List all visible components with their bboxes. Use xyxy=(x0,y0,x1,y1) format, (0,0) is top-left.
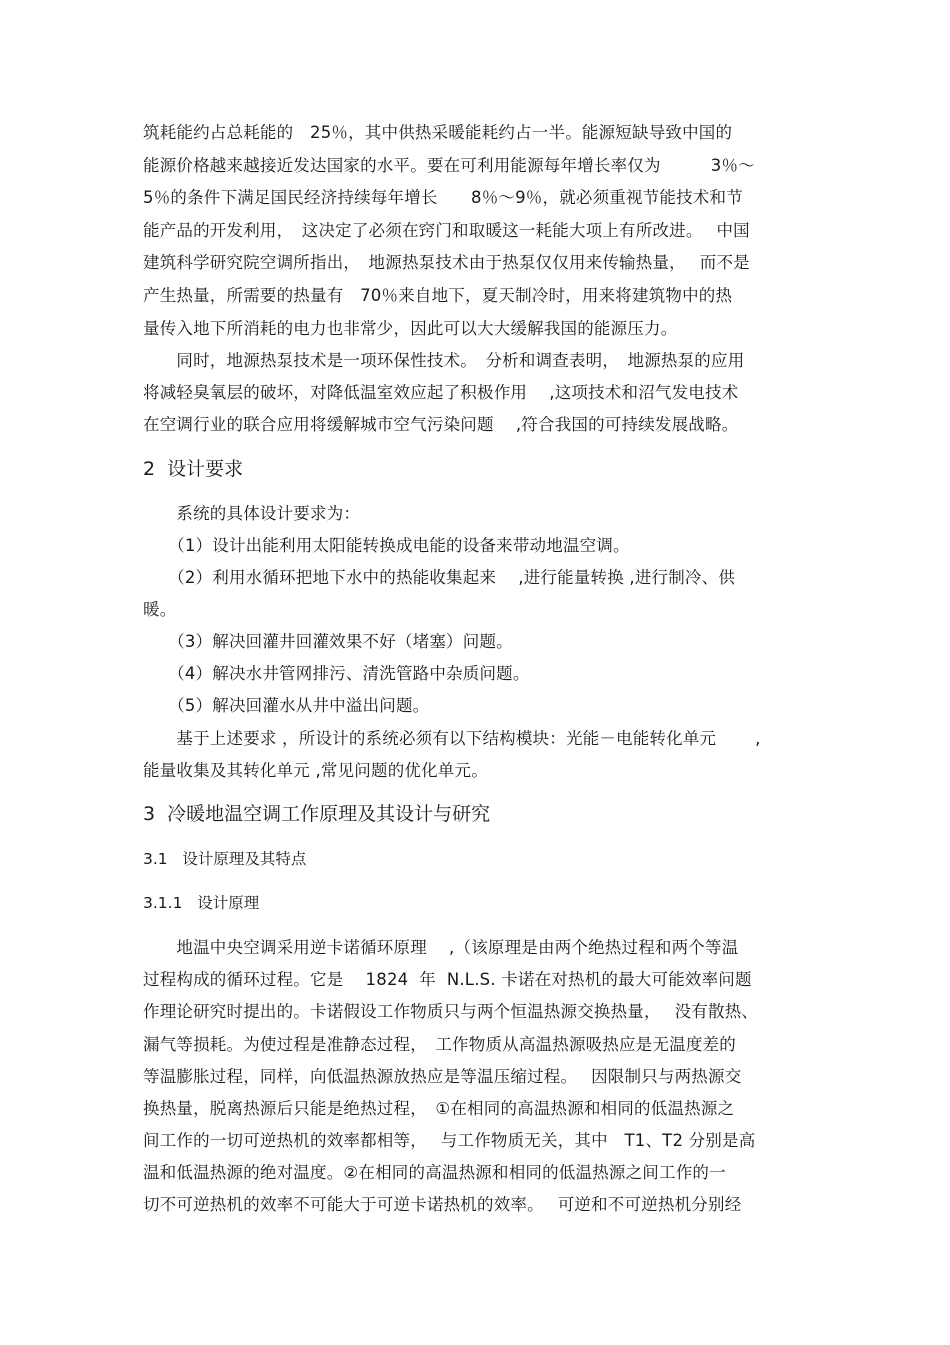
requirement-item: 暖。 xyxy=(143,600,177,619)
section-heading-2: 2 设计要求 xyxy=(143,458,244,480)
paragraph-2-line: 将减轻臭氧层的破坏，对降低温室效应起了积极作用 ,这项技术和沼气发电技术 xyxy=(143,383,739,402)
principle-line: 过程构成的循环过程。它是 1824 年 N.L.S. 卡诺在对热机的最大可能效率问题 xyxy=(143,970,752,989)
paragraph-1-line: 建筑科学研究院空调所指出， 地源热泵技术由于热泵仅仅用来传输热量， 而不是 xyxy=(143,253,750,272)
summary-line: 能量收集及其转化单元 ,常见问题的优化单元。 xyxy=(143,761,488,780)
principle-line: 切不可逆热机的效率不可能大于可逆卡诺热机的效率。 可逆和不可逆热机分别经 xyxy=(143,1195,742,1214)
principle-line: 温和低温热源的绝对温度。②在相同的高温热源和相同的低温热源之间工作的一 xyxy=(143,1163,726,1182)
paragraph-1-line: 产生热量，所需要的热量有 70％来自地下，夏天制冷时，用来将建筑物中的热 xyxy=(143,286,733,305)
paragraph-2-line: 同时，地源热泵技术是一项环保性技术。 分析和调查表明， 地源热泵的应用 xyxy=(143,351,745,370)
paragraph-1-line: 能产品的开发利用， 这决定了必须在窍门和取暖这一耗能大项上有所改进。 中国 xyxy=(143,221,750,240)
requirements-intro: 系统的具体设计要求为： xyxy=(143,504,361,523)
principle-line: 间工作的一切可逆热机的效率都相等， 与工作物质无关，其中 T1、T2 分别是高 xyxy=(143,1131,756,1150)
principle-line: 地温中央空调采用逆卡诺循环原理 ,（该原理是由两个绝热过程和两个等温 xyxy=(143,938,739,957)
requirement-item: （3）解决回灌井回灌效果不好（堵塞）问题。 xyxy=(143,632,513,651)
paragraph-1-line: 量传入地下所消耗的电力也非常少，因此可以大大缓解我国的能源压力。 xyxy=(143,319,678,338)
principle-line: 作理论研究时提出的。卡诺假设工作物质只与两个恒温热源交换热量， 没有散热、 xyxy=(143,1002,759,1021)
paragraph-1-line: 筑耗能约占总耗能的 25％，其中供热采暖能耗约占一半。能源短缺导致中国的 xyxy=(143,123,733,142)
principle-line: 换热量，脱离热源后只能是绝热过程， ①在相同的高温热源和相同的低温热源之 xyxy=(143,1099,735,1118)
paragraph-1-line: 能源价格越来越接近发达国家的水平。要在可利用能源每年增长率仅为 3％～ xyxy=(143,156,755,175)
requirement-item: （2）利用水循环把地下水中的热能收集起来 ,进行能量转换 ,进行制冷、供 xyxy=(143,568,736,587)
summary-line: 基于上述要求 ，所设计的系统必须有以下结构模块：光能－电能转化单元 , xyxy=(143,729,761,748)
principle-line: 等温膨胀过程，同样，向低温热源放热应是等温压缩过程。 因限制只与两热源交 xyxy=(143,1067,742,1086)
requirement-item: （4）解决水井管网排污、清洗管路中杂质问题。 xyxy=(143,664,530,683)
paragraph-1-line: 5％的条件下满足国民经济持续每年增长 8％～9％，就必须重视节能技术和节 xyxy=(143,188,743,207)
requirement-item: （1）设计出能利用太阳能转换成电能的设备来带动地温空调。 xyxy=(143,536,630,555)
requirement-item: （5）解决回灌水从井中溢出问题。 xyxy=(143,696,430,715)
paragraph-2-line: 在空调行业的联合应用将缓解城市空气污染问题 ,符合我国的可持续发展战略。 xyxy=(143,415,739,434)
principle-line: 漏气等损耗。为使过程是准静态过程， 工作物质从高温热源吸热应是无温度差的 xyxy=(143,1035,736,1054)
subsection-heading-3-1: 3.1 设计原理及其特点 xyxy=(143,850,307,868)
subsection-heading-3-1-1: 3.1.1 设计原理 xyxy=(143,894,260,912)
section-heading-3: 3 冷暖地温空调工作原理及其设计与研究 xyxy=(143,803,491,825)
